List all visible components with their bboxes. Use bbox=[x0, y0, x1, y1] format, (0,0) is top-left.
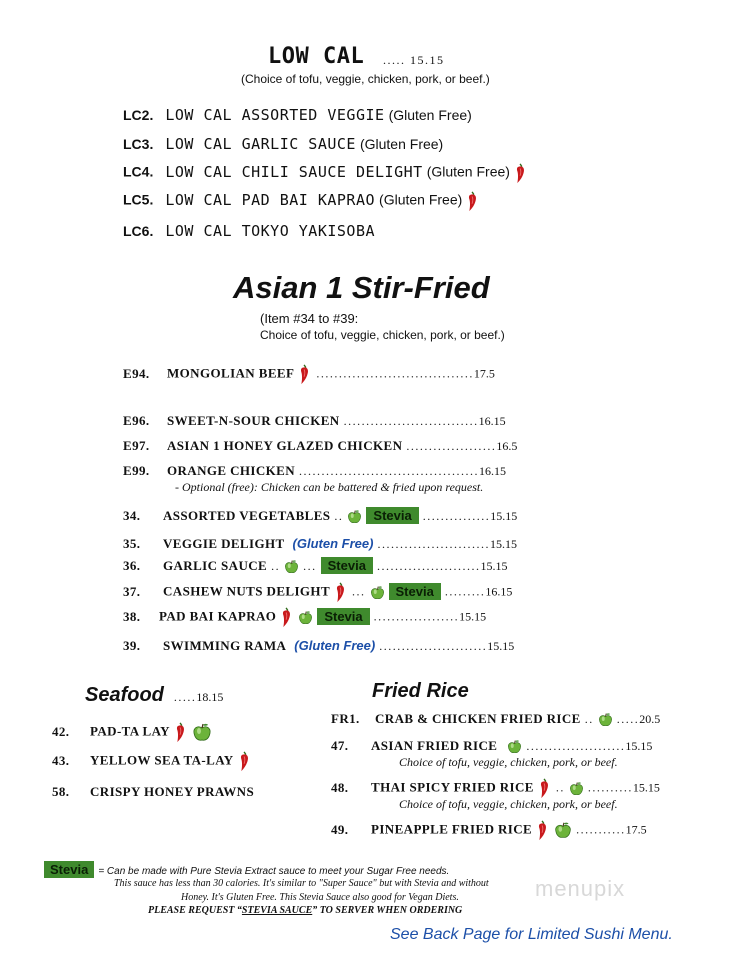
item-price: 15.15 bbox=[480, 559, 508, 573]
item-code: E97. bbox=[123, 438, 150, 453]
orange-chicken-note: - Optional (free): Chicken can be battered & fried upon request. bbox=[175, 480, 484, 494]
spicy-pepper-icon bbox=[280, 606, 294, 628]
apple-icon bbox=[370, 585, 385, 600]
leader-dots: ..... bbox=[173, 690, 197, 704]
item-code: LC6. bbox=[123, 223, 154, 239]
item-code: 58. bbox=[52, 784, 70, 799]
menu-item-36 bbox=[123, 557, 507, 575]
menu-item-lc3 bbox=[123, 135, 443, 154]
leader-dots: .................... bbox=[406, 439, 497, 453]
item-code: LC5. bbox=[123, 191, 154, 208]
stevia-legend-text: = Can be made with Pure Stevia Extract sauce to meet your Sugar Free needs. bbox=[98, 866, 450, 877]
item-price: 15.15 bbox=[459, 609, 487, 624]
item-code: 48. bbox=[331, 779, 349, 795]
leader-dots: .. bbox=[334, 509, 344, 523]
menu-item-lc2 bbox=[123, 106, 472, 125]
item-name: LOW CAL CHILI SAUCE DELIGHT bbox=[165, 162, 423, 181]
leader-dots: ... bbox=[352, 584, 366, 599]
spicy-pepper-icon bbox=[466, 190, 480, 212]
leader-dots: ........... bbox=[576, 822, 626, 837]
item-price: 17.5 bbox=[473, 366, 495, 381]
menu-item-e94 bbox=[123, 363, 495, 385]
item-code: LC2. bbox=[123, 107, 154, 123]
leader-dots: ................................... bbox=[316, 366, 474, 381]
menu-item-43 bbox=[52, 750, 252, 772]
leader-dots: ....................... bbox=[376, 559, 481, 573]
item-code: 39. bbox=[123, 638, 141, 653]
spicy-pepper-icon bbox=[538, 777, 552, 799]
menu-item-fr1 bbox=[331, 710, 660, 728]
menu-item-lc6 bbox=[123, 222, 375, 241]
leader-dots: ...................... bbox=[526, 739, 626, 753]
back-page-note: See Back Page for Limited Sushi Menu. bbox=[390, 926, 673, 943]
item-price: 15.15 bbox=[632, 780, 660, 795]
gluten-free-note: (Gluten Free) bbox=[379, 191, 463, 208]
low-cal-price: 15.15 bbox=[410, 53, 445, 67]
item-name: LOW CAL PAD BAI KAPRAO bbox=[165, 190, 376, 209]
item-price: 16.15 bbox=[478, 414, 506, 428]
leader-dots: ......... bbox=[444, 584, 486, 599]
item-name: LOW CAL TOKYO YAKISOBA bbox=[165, 222, 376, 240]
item-code: LC4. bbox=[123, 163, 154, 180]
item-price: 20.5 bbox=[639, 712, 661, 726]
request-text-a: PLEASE REQUEST “ bbox=[148, 905, 242, 916]
item-code: 42. bbox=[52, 723, 70, 739]
item-code: FR1. bbox=[331, 711, 360, 726]
item-code: 43. bbox=[52, 752, 70, 768]
apple-icon bbox=[598, 712, 613, 727]
stevia-badge: Stevia bbox=[321, 557, 373, 574]
leader-dots: ........................ bbox=[379, 639, 488, 653]
menu-item-42 bbox=[52, 721, 212, 743]
menu-item-35 bbox=[123, 535, 517, 553]
seafood-title: Seafood bbox=[85, 684, 164, 706]
item-price: 15.15 bbox=[625, 739, 653, 753]
leader-dots: .. bbox=[555, 780, 565, 795]
leader-dots: .. bbox=[271, 559, 281, 573]
item-name: THAI SPICY FRIED RICE bbox=[371, 779, 534, 795]
stevia-badge: Stevia bbox=[389, 583, 441, 600]
leader-dots: ............... bbox=[422, 509, 491, 523]
item-code: 37. bbox=[123, 583, 141, 599]
apple-icon bbox=[347, 509, 362, 524]
leader-dots: .............................. bbox=[343, 414, 479, 428]
gluten-free-tag: (Gluten Free) bbox=[294, 638, 376, 653]
stevia-note-line-3: Honey. It's Gluten Free. This Stevia Sauce also good for Vegan Diets. bbox=[181, 892, 459, 903]
menu-item-49 bbox=[331, 819, 647, 841]
item-name: YELLOW SEA TA-LAY bbox=[90, 752, 234, 768]
leader-dots: .......... bbox=[587, 780, 633, 795]
item-name: MONGOLIAN BEEF bbox=[167, 365, 295, 381]
stevia-badge: Stevia bbox=[44, 861, 94, 878]
stevia-legend bbox=[44, 861, 449, 879]
item-code: 38. bbox=[123, 608, 141, 624]
leader-dots: ......................... bbox=[377, 537, 490, 551]
apple-icon bbox=[554, 821, 572, 839]
stir-fried-title: Asian 1 Stir-Fried bbox=[233, 270, 490, 305]
gluten-free-tag: (Gluten Free) bbox=[292, 536, 374, 551]
gluten-free-note: (Gluten Free) bbox=[359, 136, 444, 152]
spicy-pepper-icon bbox=[514, 162, 528, 184]
item-code: 34. bbox=[123, 508, 141, 523]
low-cal-title: LOW CAL bbox=[268, 44, 365, 69]
item-code: E96. bbox=[123, 413, 150, 428]
item-price: 15.15 bbox=[489, 537, 517, 551]
leader-dots: ........................................ bbox=[299, 464, 480, 478]
item-code: 47. bbox=[331, 738, 349, 753]
item-price: 16.15 bbox=[485, 584, 513, 599]
stevia-note-line-2: This sauce has less than 30 calories. It's similar to "Super Sauce" but with Stevia and without bbox=[114, 878, 489, 889]
item-name: PAD BAI KAPRAO bbox=[159, 608, 277, 624]
item-name: CRISPY HONEY PRAWNS bbox=[90, 784, 255, 799]
low-cal-choice: (Choice of tofu, veggie, chicken, pork, or beef.) bbox=[241, 72, 490, 86]
spicy-pepper-icon bbox=[238, 750, 252, 772]
spicy-pepper-icon bbox=[536, 819, 550, 841]
menu-item-39 bbox=[123, 637, 514, 655]
gluten-free-note: (Gluten Free) bbox=[426, 163, 510, 180]
gluten-free-note: (Gluten Free) bbox=[388, 107, 472, 123]
fried-rice-title: Fried Rice bbox=[372, 680, 469, 702]
item-code: E94. bbox=[123, 365, 150, 381]
item-name: LOW CAL GARLIC SAUCE bbox=[165, 135, 356, 153]
menu-item-e96 bbox=[123, 412, 506, 430]
request-text-underlined: STEVIA SAUCE bbox=[241, 905, 313, 916]
apple-icon bbox=[284, 559, 299, 574]
item-name: ORANGE CHICKEN bbox=[167, 463, 296, 478]
spicy-pepper-icon bbox=[298, 363, 312, 385]
item-name: SWIMMING RAMA bbox=[163, 638, 287, 653]
seafood-header bbox=[85, 684, 223, 707]
item-name: PAD-TA LAY bbox=[90, 723, 170, 739]
leader-dots: .. bbox=[584, 712, 594, 726]
fried-rice-47-note: Choice of tofu, veggie, chicken, pork, or beef. bbox=[399, 755, 618, 769]
item-price: 15.15 bbox=[487, 639, 515, 653]
leader-dots: ... bbox=[303, 559, 317, 573]
menu-item-38 bbox=[123, 606, 486, 628]
item-name: LOW CAL ASSORTED VEGGIE bbox=[165, 106, 385, 124]
menu-item-lc4 bbox=[123, 162, 528, 184]
menu-item-48 bbox=[331, 777, 660, 799]
item-name: CASHEW NUTS DELIGHT bbox=[163, 583, 331, 599]
request-text-c: ” TO SERVER WHEN ORDERING bbox=[312, 905, 463, 916]
item-name: GARLIC SAUCE bbox=[163, 558, 268, 573]
item-price: 16.15 bbox=[479, 464, 507, 478]
menu-item-58 bbox=[52, 783, 254, 801]
item-code: LC3. bbox=[123, 136, 154, 152]
menu-item-e99 bbox=[123, 462, 506, 480]
item-price: 15.15 bbox=[490, 509, 518, 523]
seafood-price: 18.15 bbox=[196, 690, 224, 704]
fried-rice-48-note: Choice of tofu, veggie, chicken, pork, or beef. bbox=[399, 797, 618, 811]
stir-fried-subtitle-2: Choice of tofu, veggie, chicken, pork, or beef.) bbox=[260, 328, 505, 342]
leader-dots: ................... bbox=[373, 609, 460, 624]
item-name: CRAB & CHICKEN FRIED RICE bbox=[375, 711, 581, 726]
menu-item-e97 bbox=[123, 437, 517, 455]
item-name: PINEAPPLE FRIED RICE bbox=[371, 821, 533, 837]
menu-item-47 bbox=[331, 737, 652, 755]
stevia-badge: Stevia bbox=[317, 608, 369, 625]
item-price: 17.5 bbox=[625, 822, 647, 837]
apple-icon bbox=[507, 739, 522, 754]
item-code: 49. bbox=[331, 821, 349, 837]
low-cal-dots: ..... 15.15 bbox=[383, 53, 445, 67]
item-name: ASIAN 1 HONEY GLAZED CHICKEN bbox=[167, 438, 403, 453]
apple-icon bbox=[192, 722, 212, 742]
menu-item-34 bbox=[123, 507, 517, 525]
item-name: ASSORTED VEGETABLES bbox=[163, 508, 331, 523]
item-price: 16.5 bbox=[496, 439, 518, 453]
watermark: menupix bbox=[535, 876, 626, 901]
item-code: 36. bbox=[123, 558, 141, 573]
leader-dots: ..... bbox=[616, 712, 640, 726]
item-code: E99. bbox=[123, 463, 150, 478]
stevia-badge: Stevia bbox=[366, 507, 418, 524]
stevia-request-note bbox=[148, 905, 462, 916]
spicy-pepper-icon bbox=[334, 581, 348, 603]
item-name: ASIAN FRIED RICE bbox=[371, 738, 498, 753]
spicy-pepper-icon bbox=[174, 721, 188, 743]
item-name: VEGGIE DELIGHT bbox=[163, 536, 285, 551]
menu-item-37 bbox=[123, 581, 512, 603]
apple-icon bbox=[298, 610, 313, 625]
stir-fried-subtitle-1: (Item #34 to #39: bbox=[260, 311, 359, 326]
item-code: 35. bbox=[123, 536, 141, 551]
apple-icon bbox=[569, 781, 584, 796]
menu-item-lc5 bbox=[123, 190, 480, 212]
item-name: SWEET-N-SOUR CHICKEN bbox=[167, 413, 340, 428]
